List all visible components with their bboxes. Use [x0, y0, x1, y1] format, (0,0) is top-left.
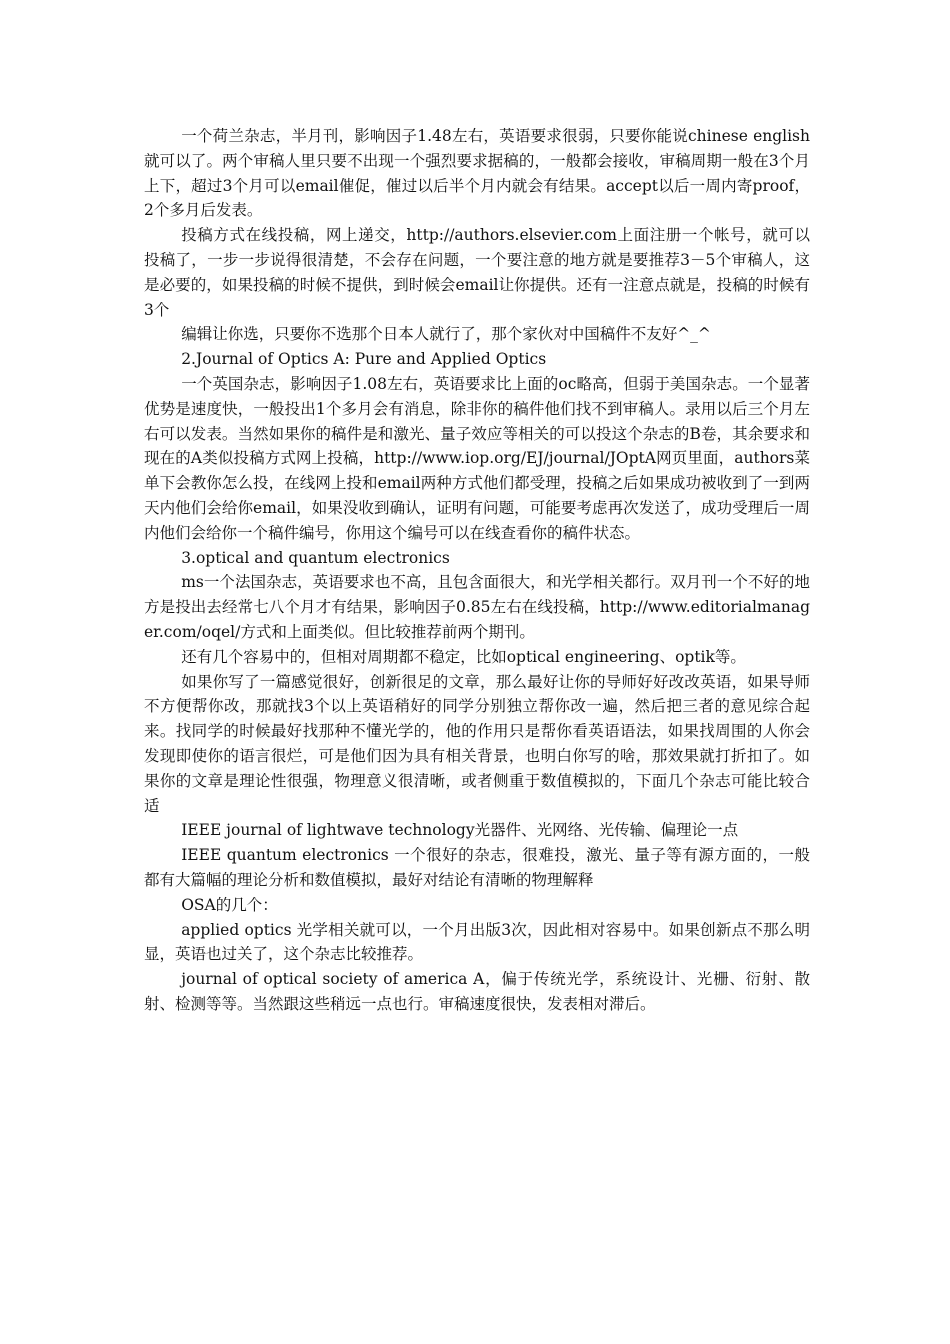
heading-optical-quantum-electronics: 3.optical and quantum electronics	[181, 548, 450, 567]
paragraph-applied-optics: applied optics 光学相关就可以，一个月出版3次，因此相对容易中。如果创新点不那么明显，英语也过关了，这个杂志比较推荐。	[144, 920, 810, 964]
paragraph-editor-note: 编辑让你选，只要你不选那个日本人就行了，那个家伙对中国稿件不友好^_^	[181, 325, 711, 344]
paragraph-osa-heading: OSA的几个：	[181, 895, 278, 914]
paragraph-other-journals: 还有几个容易中的，但相对周期都不稳定，比如optical engineering、optik等。	[181, 647, 746, 666]
paragraph-submission: 投稿方式在线投稿，网上递交，http://authors.elsevier.com上面注册一个帐号，就可以投稿了，一步一步说得很清楚，不会存在问题，一个要注意的地方就是要推荐3－5个审稿人，这是必要的，如果投稿的时候不提供，到时候会email让你提供。还有一注意点就是，投稿的时候有3个	[144, 226, 810, 319]
heading-journal-optics-a: 2.Journal of Optics A: Pure and Applied Optics	[181, 350, 547, 369]
paragraph-ieee-quantum: IEEE quantum electronics 一个很好的杂志，很难投，激光、量子等有源方面的，一般都有大篇幅的理论分析和数值模拟，最好对结论有清晰的物理解释	[144, 846, 810, 889]
paragraph-intro: 一个荷兰杂志，半月刊，影响因子1.48左右，英语要求很弱，只要你能说chinese english就可以了。两个审稿人里只要不出现一个强烈要求据稿的，一般都会接收，审稿周期一般在3个月上下，超过3个月可以email催促，催过以后半个月内就会有结果。accept以后一周内寄proof，2个多月后发表。	[144, 127, 810, 220]
paragraph-writing-advice: 如果你写了一篇感觉很好，创新很足的文章，那么最好让你的导师好好改改英语，如果导师不方便帮你改，那就找3个以上英语稍好的同学分别独立帮你改一遍，然后把三者的意见综合起来。找同学的时候最好找那种不懂光学的，他的作用只是帮你看英语语法，如果找周围的人你会发现即使你的语言很烂，可是他们因为具有相关背景，也明白你写的啥，那效果就打折扣了。如果你的文章是理论性很强，物理意义很清晰，或者侧重于数值模拟的，下面几个杂志可能比较合适	[144, 672, 810, 815]
paragraph-ieee-lightwave: IEEE journal of lightwave technology光器件、光网络、光传输、偏理论一点	[181, 821, 739, 840]
paragraph-journal-optics-a: 一个英国杂志，影响因子1.08左右，英语要求比上面的oc略高，但弱于美国杂志。一个显著优势是速度快，一般投出1个多月会有消息，除非你的稿件他们找不到审稿人。录用以后三个月左右可以发表。当然如果你的稿件是和激光、量子效应等相关的可以投这个杂志的B卷，其余要求和现在的A类似投稿方式网上投稿，http://www.iop.org/EJ/journal/JOptA网页里面，authors菜单下会教你怎么投，在线网上投和email两种方式他们都受理，投稿之后如果成功被收到了一到两天内他们会给你email，如果没收到确认，证明有问题，可能要考虑再次发送了，成功受理后一周内他们会给你一个稿件编号，你用这个编号可以在线查看你的稿件状态。	[144, 374, 810, 542]
paragraph-josa-a: journal of optical society of america A，偏于传统光学，系统设计、光栅、衍射、散射、检测等等。当然跟这些稍远一点也行。审稿速度很快，发表相对滞后。	[144, 970, 810, 1013]
document-body	[144, 124, 810, 1017]
paragraph-optical-quantum-electronics: ms一个法国杂志，英语要求也不高，且包含面很大，和光学相关都行。双月刊一个不好的地方是投出去经常七八个月才有结果，影响因子0.85左右在线投稿，http://www.editorialmanager.com/oqel/方式和上面类似。但比较推荐前两个期刊。	[144, 573, 810, 641]
